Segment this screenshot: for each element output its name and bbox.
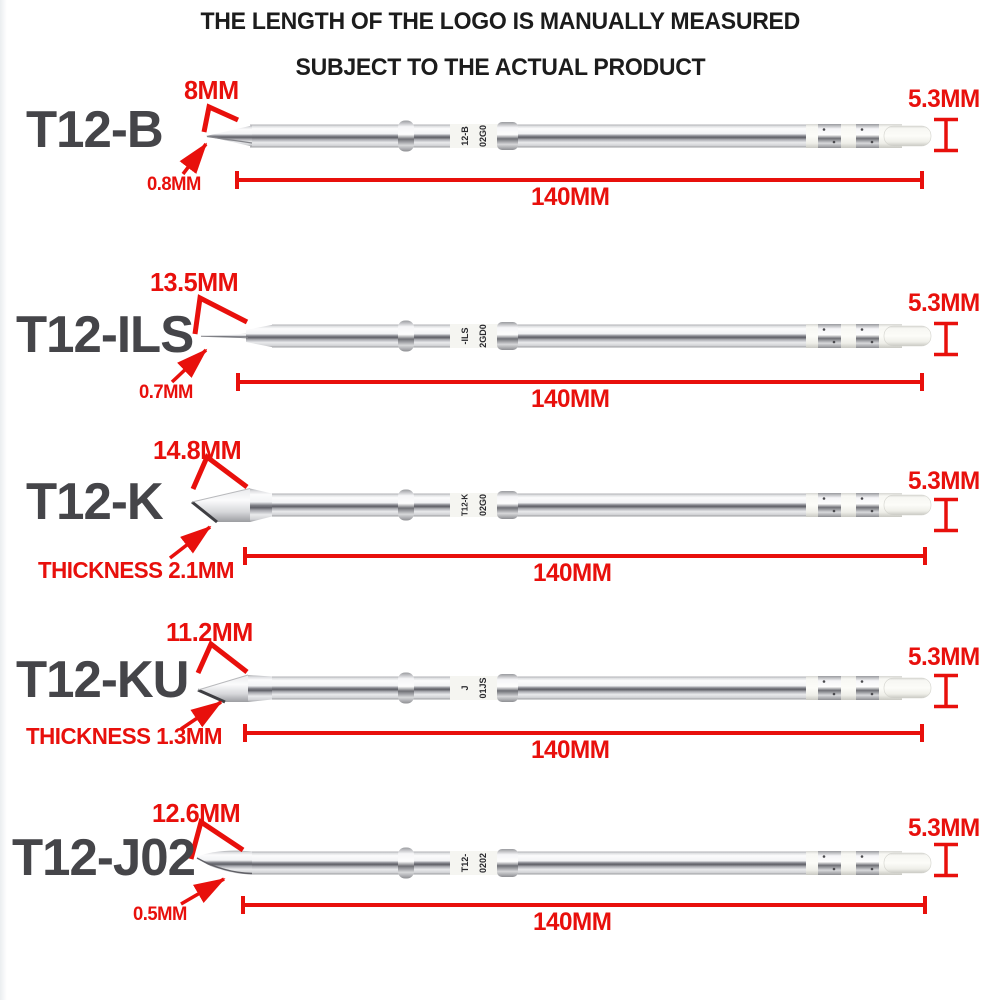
tip-diameter-arrow <box>183 144 206 174</box>
tip-length-label: 11.2MM <box>166 617 253 647</box>
product-row-t12-j02 <box>0 793 1000 943</box>
model-name: T12-B <box>26 101 163 159</box>
diameter-label: 5.3MM <box>908 643 980 671</box>
diameter-dimension <box>934 674 958 708</box>
tip-length-label: 13.5MM <box>150 267 239 297</box>
shaft-label-model: T12-K <box>460 493 470 517</box>
shaft-label-model: -ILS <box>460 327 470 345</box>
diameter-label: 5.3MM <box>908 85 980 113</box>
model-name: T12-K <box>26 473 163 531</box>
diameter-dimension <box>934 322 958 356</box>
tip-detail-label: 0.7MM <box>139 382 193 403</box>
shaft-label-code: 02G0 <box>478 124 488 148</box>
product-row-t12-k <box>0 435 1000 585</box>
tip-detail-label: 0.5MM <box>133 904 187 925</box>
shaft-label-code: 02G0 <box>478 493 488 517</box>
model-name: T12-KU <box>16 651 189 709</box>
shaft-label-model: J <box>460 685 470 691</box>
model-name: T12-J02 <box>12 829 195 887</box>
thickness-label: THICKNESS 1.3MM <box>26 723 223 749</box>
tip-detail-label: 0.8MM <box>147 174 201 195</box>
total-length-label: 140MM <box>531 736 610 764</box>
product-row-t12-ils <box>0 266 1000 416</box>
title-line-1: THE LENGTH OF THE LOGO IS MANUALLY MEASURED <box>200 8 800 35</box>
thickness-label: THICKNESS 2.1MM <box>38 557 235 583</box>
diameter-dimension <box>934 843 958 877</box>
diameter-label: 5.3MM <box>908 467 980 495</box>
tip-length-label: 12.6MM <box>152 798 241 828</box>
tip-length-label: 14.8MM <box>153 435 242 465</box>
total-length-label: 140MM <box>531 385 610 413</box>
shaft-label-model: 12-B <box>460 126 470 146</box>
title-line-2: SUBJECT TO THE ACTUAL PRODUCT <box>295 54 705 81</box>
total-length-label: 140MM <box>533 559 612 587</box>
total-length-label: 140MM <box>531 183 610 211</box>
thickness-arrow <box>170 527 210 558</box>
shaft-label-code: 2GD0 <box>478 324 488 348</box>
product-row-t12-ku <box>0 618 1000 768</box>
diameter-dimension <box>934 118 958 152</box>
model-name: T12-ILS <box>16 306 194 364</box>
tip-length-leader <box>195 298 247 334</box>
tip-length-label: 8MM <box>184 75 239 105</box>
shaft-label-code: 0202 <box>478 852 488 874</box>
shaft-label-code: 01JS <box>478 677 488 699</box>
diameter-dimension <box>934 498 958 532</box>
shaft-label-model: T12- <box>460 853 470 873</box>
total-length-label: 140MM <box>533 908 612 936</box>
product-row-t12-b <box>0 66 1000 216</box>
tip-length-leader <box>198 644 247 673</box>
diameter-label: 5.3MM <box>908 289 980 317</box>
tip-length-leader <box>204 107 238 132</box>
diameter-label: 5.3MM <box>908 814 980 842</box>
